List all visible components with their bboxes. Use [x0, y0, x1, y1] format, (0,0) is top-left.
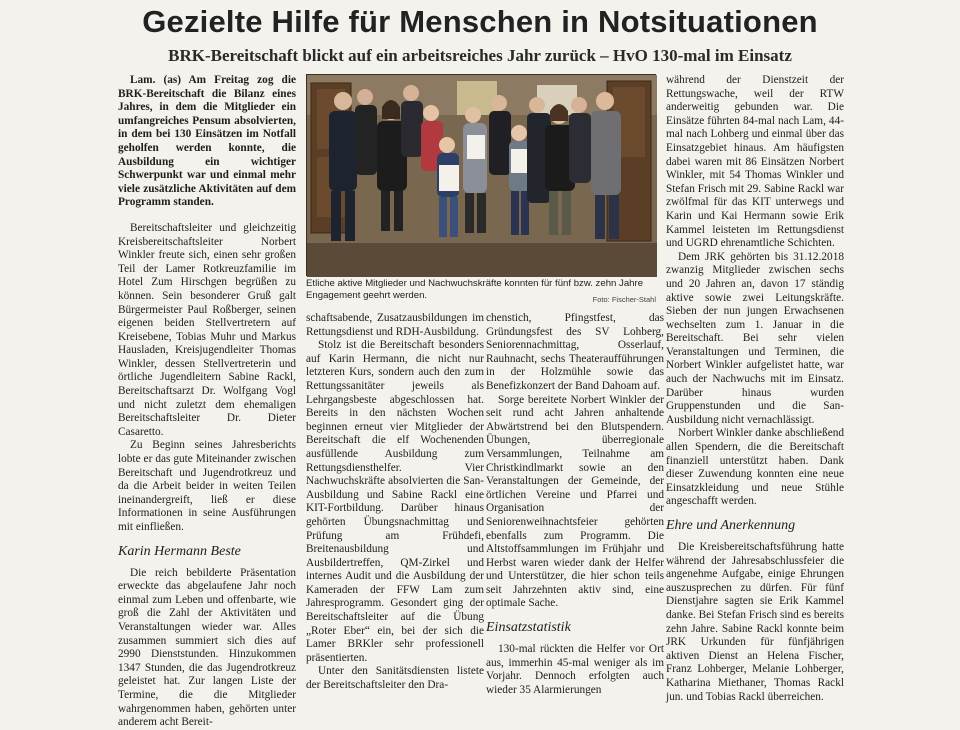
paragraph: Zu Beginn seines Jahresberichts lobte er das gute Miteinander zwischen Bereitschaft und Jugendrotkreuz und da die Arbeit beider in weiten Teilen ineinandergreift, ließ er diese Informationen in seine Ausführungen mit einfließen.	[118, 439, 296, 533]
paragraph: Die reich bebilderte Präsentation erweckte das abgelaufene Jahr noch einmal zum Leben und offenbarte, wie groß die Zahl der Aktivitäten und Veranstaltungen wieder war. Alles zusammen summiert sich dies auf 2990 Dienststunden. Hinzukommen 1347 Stunden, die das Jugendrotkreuz geleistet hat. Zur langen Liste der Termine, die die Mitglieder wahrgenommen haben, gehörten unter anderem acht Bereit-	[118, 566, 296, 729]
paragraph: schaftsabende, Zusatzausbildungen im Rettungsdienst und RDH-Ausbildung.	[306, 312, 484, 338]
section-subhead: Karin Hermann Beste	[118, 543, 241, 559]
section-subhead: Einsatzstatistik	[486, 620, 571, 636]
article-subheadline: BRK-Bereitschaft blickt auf ein arbeitsreiches Jahr zurück – HvO 130-mal im Einsatz	[168, 46, 792, 65]
section-subhead: Ehre und Anerkennung	[666, 518, 796, 533]
photo-caption	[306, 278, 656, 306]
paragraph: während der Dienstzeit der Rettungswache, weil der RTW anderweitig gebunden war. Die Einsätze führten 84-mal nach Lam, 44-mal nach Lohberg und einmal über das Einsatzgebiet hinaus. Am häufigsten dabei waren mit 86 Einsätzen Norbert Winkler, mit 54 Thomas Winkler und Stefan Frisch mit 29. Sabine Rackl war zwölfmal für das KIT unterwegs und Karin und Kai Hermann sowie Erik Kammel leisteten im Rettungsdienst und UGRD ehrenamtliche Schichten.	[666, 74, 844, 250]
photo-block	[306, 74, 656, 306]
article-headline: Gezielte Hilfe für Menschen in Notsituationen	[142, 4, 818, 39]
paragraph: 130-mal rückten die Helfer vor Ort aus, immerhin 45-mal weniger als im Vorjahr. Dennoch erfolgten auch wieder 35 Alarmierungen	[486, 643, 664, 696]
article-column-3	[486, 312, 664, 696]
paragraph: Unter den Sanitätsdiensten listete der Bereitschaftsleiter den Dra-	[306, 665, 484, 692]
paragraph: chenstich, Pfingstfest, das Gründungsfest des SV Lohberg, Seniorennachmittag, Osserlauf, Rauhnacht, sechs Theateraufführungen in der Holzmühle sowie das Benefizkonzert der Band Dahoam auf.	[486, 312, 664, 392]
photo-caption-text: Etliche aktive Mitglieder und Nachwuchskräfte konnten für fünf bzw. zehn Jahre Engagement geehrt werden.	[306, 278, 644, 301]
article-column-2	[306, 312, 484, 692]
photo-credit: Foto: Fischer-Stahl	[592, 295, 656, 304]
article-column-1	[118, 74, 296, 729]
paragraph: Sorge bereitete Norbert Winkler der seit rund acht Jahren anhaltende Abwärtstrend bei den Blutspendern. Übungen, überregionale Versammlungen, Teilnahme am Christkindlmarkt sowie an den Veranstaltungen der Gemeinde, der örtlichen Vereine und Pfarrei und Organisation der Seniorenweihnachtsfeier gehörten ebenfalls zum Programm. Die Altstoffsammlungen im Frühjahr und Herbst waren wieder dank der Helfer und Unterstützer, die hier schon teils seit Jahrzehnten aktiv sind, eine optimale Sache.	[486, 393, 664, 610]
paragraph: Norbert Winkler danke abschließend allen Spendern, die die Bereitschaft finanziell unterstützt haben. Dank dieser Zuwendung konnten eine neue Einsatzkleidung und neue Stühle angeschafft werden.	[666, 427, 844, 508]
group-photo-illustration	[307, 75, 657, 277]
paragraph: Stolz ist die Bereitschaft besonders auf Karin Hermann, die nicht nur letzteren Kurs, sondern auch den zum Rettungssanitäter jeweils als Lehrgangsbeste abgeschlossen hat. Bereits in den nächsten Wochen beginnen erneut vier Mitglieder der Bereitschaft die elf Wochenenden ausfüllende Ausbildung zum Rettungsdiensthelfer. Vier Nachwuchskräfte absolvierten die San-Ausbildung und Sabine Rackl eine KIT-Fortbildung. Darüber hinaus gehörten Übungsnachmittag und Prüfung am Frühdefi, Breitenausbildung und Ausbildertreffen, QM-Zirkel und internes Audit und die Ausbildung der Kameraden der FFW Lam zum Jahresprogramm. Gesondert ging der Bereitschaftsleiter auf die Übung „Roter Eber“ ein, bei der sich die Lamer BRKler sehr professionell präsentierten.	[306, 339, 484, 664]
group-photo	[306, 74, 656, 276]
paragraph: Dem JRK gehörten bis 31.12.2018 zwanzig Mitglieder zwischen sechs und 20 Jahren an, davon 17 ständig aktive sowie zwei Leitungskräfte. Sieben der nun jungen Erwachsenen wechselten zum 1. Januar in die Bereitschaft. Bei sehr vielen Veranstaltungen und Terminen, die Norbert Winkler aufgelistet hatte, war auch der Nachwuchs mit im Einsatz. Darüber hinaus wurden Gruppenstunden und die San-Ausbildung nicht vernachlässigt.	[666, 250, 844, 426]
paragraph: Bereitschaftsleiter und gleichzeitig Kreisbereitschaftsleiter Norbert Winkler freute sich, einen sehr großen Teil der Lamer Rotkreuzfamilie im Hotel Zum Hirschgen begrüßen zu können. Sein besonderer Gruß galt Bürgermeister Paul Roßberger, seinen eigenen beiden Stellvertretern auf Kreisebene, Tobias Muhr und Markus Hausladen, Kreisjugendleiter Thomas Winkler, dessen Stellvertreterin und örtliche Jugendleitern Sabine Rackl, Bereitschaftsarzt Dr. Wolfgang Vogl und nicht zuletzt dem ehemaligen Bereitschaftsleiter Dr. Dieter Casaretto.	[118, 221, 296, 438]
paragraph: Die Kreisbereitschaftsführung hatte während der Jahresabschlussfeier die angenehme Aufgabe, einige Ehrungen auszusprechen zu dürfen. Für fünf Dienstjahre sagten sie Erik Kammel danke. Bei Stefan Frisch sind es bereits zehn Jahre. Sabine Rackl konnte beim JRK Urkunden für fünfjährigen aktiven Dienst an Helena Fischer, Franz Lohberger, Melanie Lohberger, Katharina Miethaner, Thomas Rackl jun. und Tobias Rackl überreichen.	[666, 541, 844, 703]
article-lead: Lam. (as) Am Freitag zog die BRK-Bereitschaft die Bilanz eines Jahres, in dem die Mitglieder ein umfangreiches Pensum absolvierten, in dem bei 130 Einsätzen im Notfall geholfen werden konnte, die Ausbildung ein wichtiger Schwerpunkt war und einmal mehr viele zusätzliche Aktivitäten auf dem Programm standen.	[118, 74, 296, 209]
article-column-4	[666, 74, 844, 703]
